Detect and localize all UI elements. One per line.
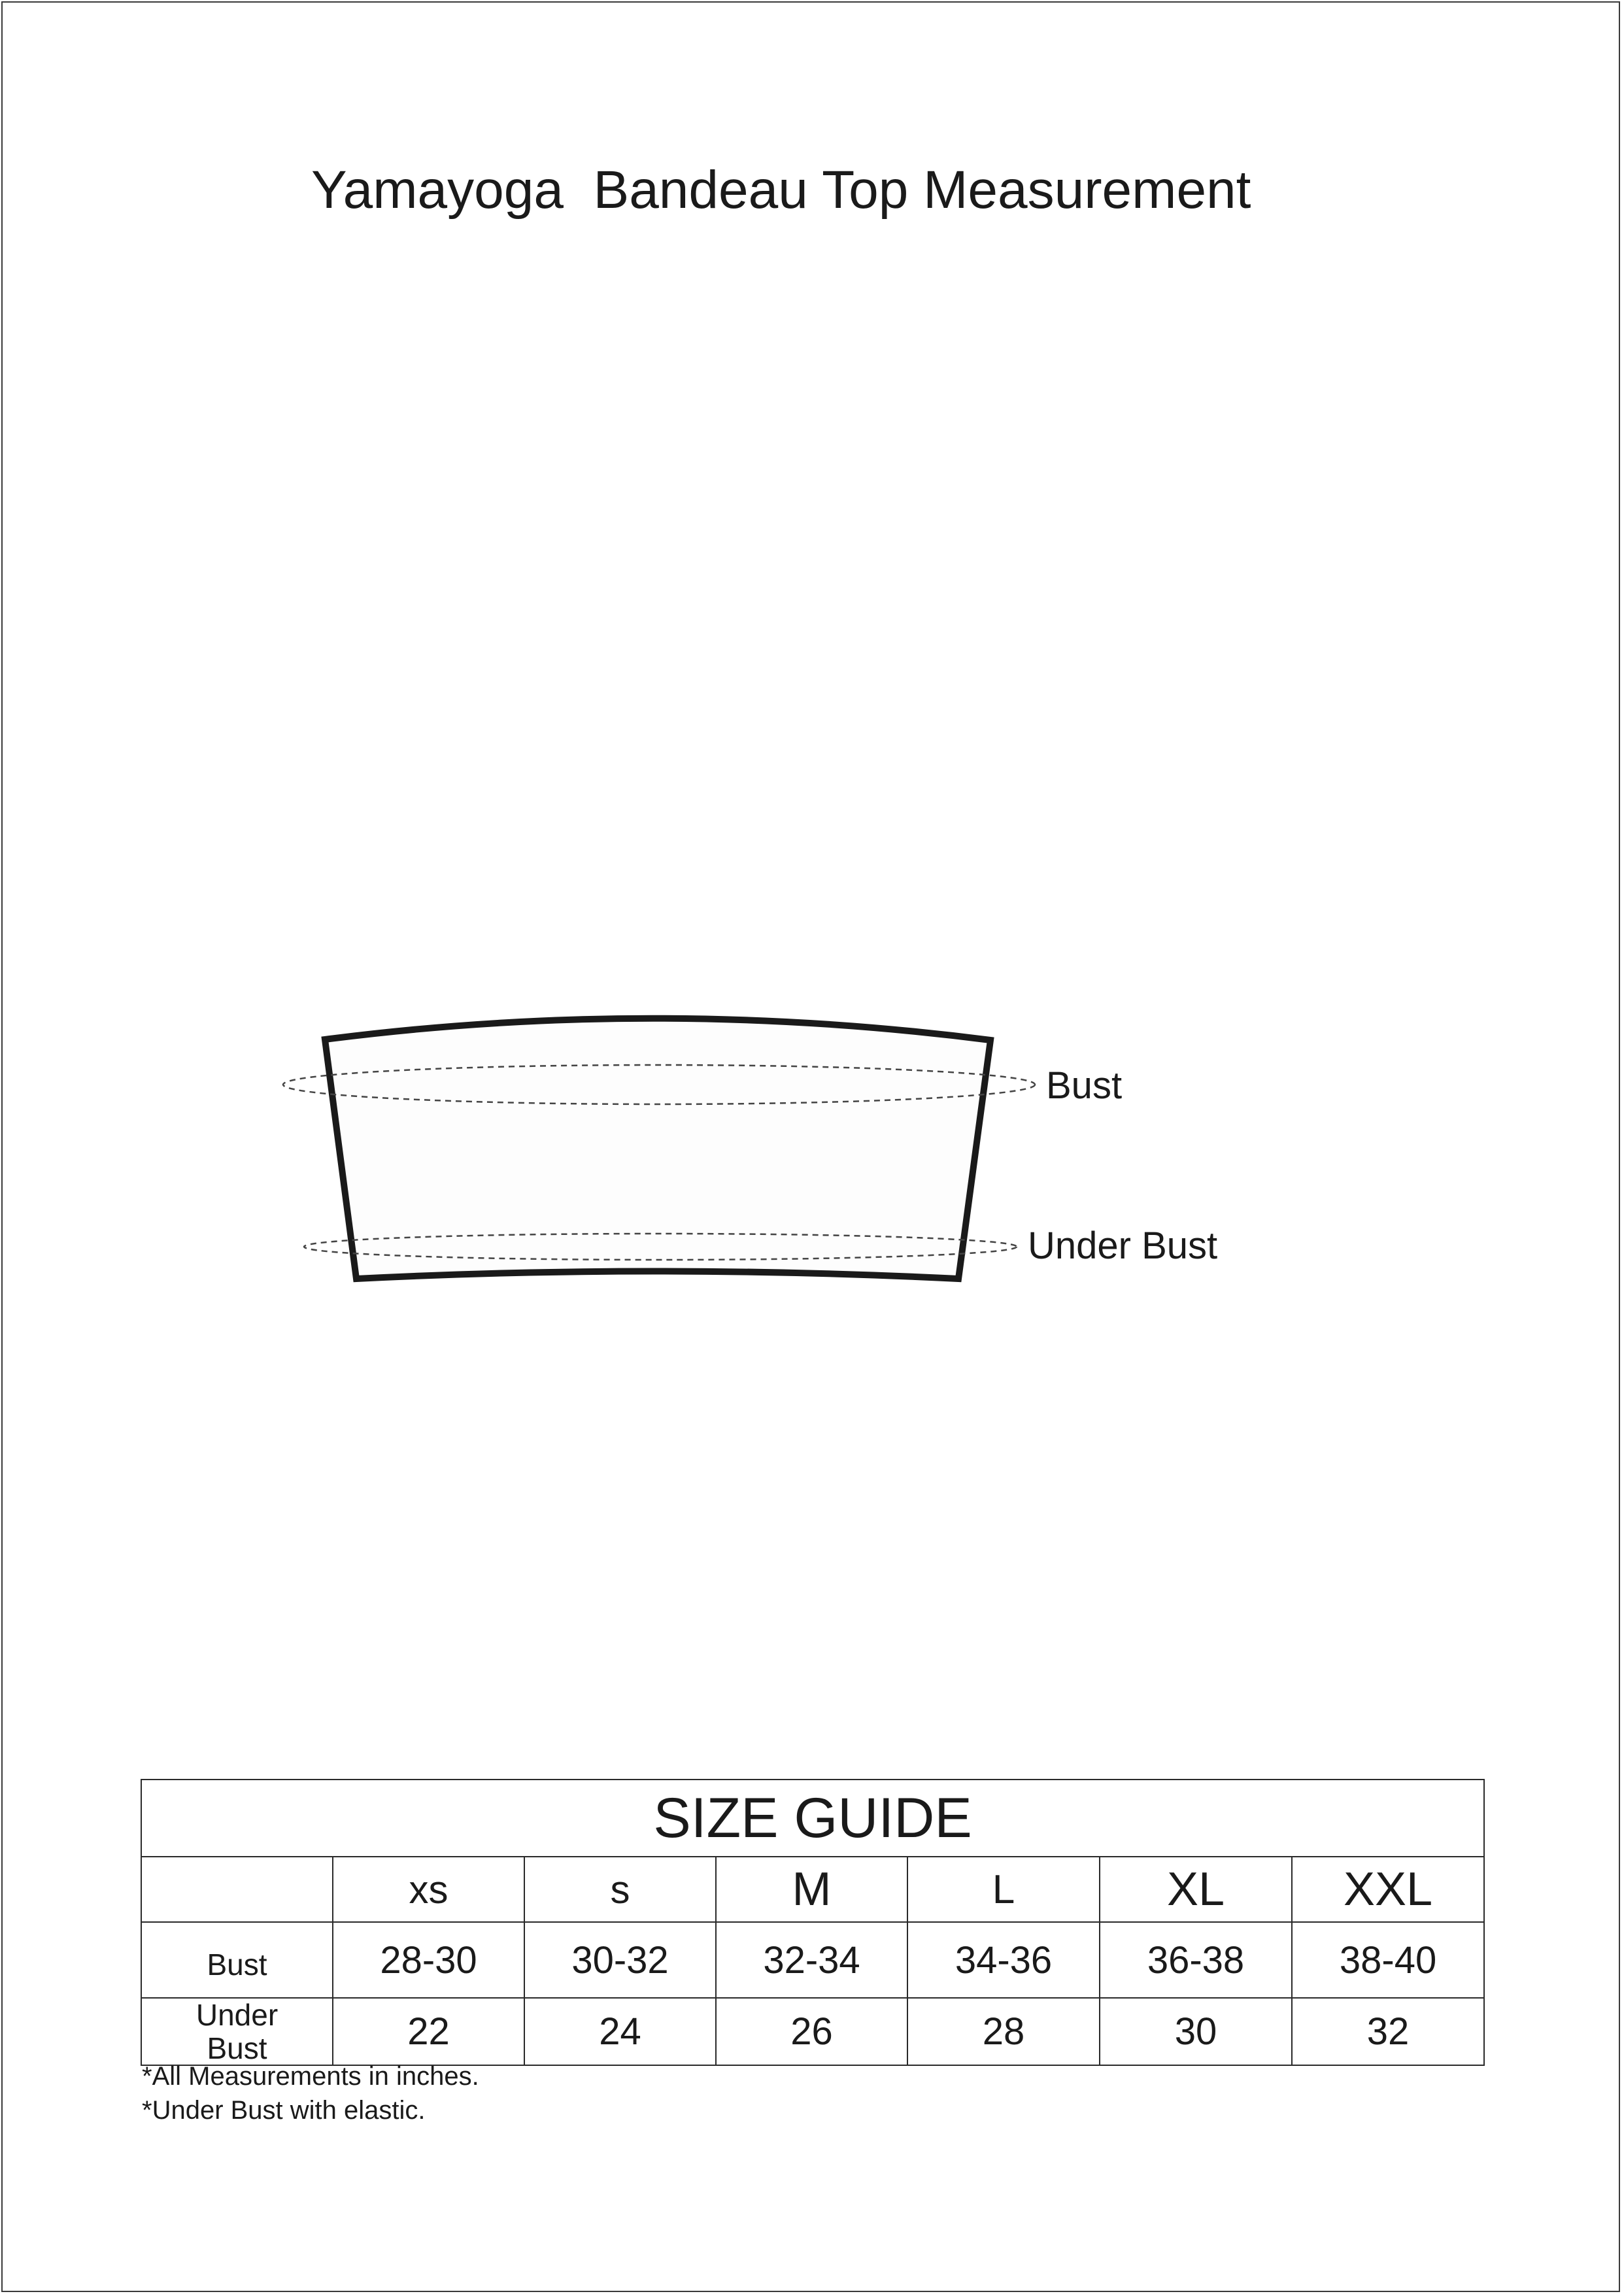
header-corner <box>141 1857 333 1922</box>
under-bust-label: Under Bust <box>1028 1224 1218 1267</box>
size-header-cell: xs <box>333 1857 524 1922</box>
size-header-cell: XXL <box>1292 1857 1484 1922</box>
size-header-cell: XL <box>1100 1857 1292 1922</box>
bust-value: 38-40 <box>1292 1922 1484 1998</box>
bust-value: 34-36 <box>907 1922 1100 1998</box>
note-units: *All Measurements in inches. <box>142 2062 479 2091</box>
bust-value: 28-30 <box>333 1922 524 1998</box>
size-header-cell: L <box>907 1857 1100 1922</box>
under-bust-value: 24 <box>524 1998 716 2065</box>
table-row <box>141 1922 1484 1998</box>
under-bust-value: 22 <box>333 1998 524 2065</box>
size-header-row <box>141 1857 1484 1922</box>
row-label-under-bust <box>141 1998 333 2065</box>
size-guide-title: SIZE GUIDE <box>141 1780 1484 1857</box>
row-label-under-bust-text: Under Bust <box>195 1998 279 2065</box>
table-row <box>141 1998 1484 2065</box>
page-title: Yamayoga Bandeau Top Measurement <box>311 160 1251 220</box>
bust-value: 36-38 <box>1100 1922 1292 1998</box>
under-bust-value: 32 <box>1292 1998 1484 2065</box>
size-header-cell: M <box>716 1857 907 1922</box>
row-label-bust: Bust <box>141 1922 333 1998</box>
measurement-notes <box>142 2059 479 2127</box>
bust-value: 32-34 <box>716 1922 907 1998</box>
under-bust-value: 30 <box>1100 1998 1292 2065</box>
size-header-cell: s <box>524 1857 716 1922</box>
bust-label: Bust <box>1046 1064 1123 1107</box>
bandeau-outline <box>325 1019 990 1279</box>
note-elastic: *Under Bust with elastic. <box>142 2096 426 2125</box>
under-bust-value: 26 <box>716 1998 907 2065</box>
under-bust-value: 28 <box>907 1998 1100 2065</box>
size-guide-table <box>141 1779 1485 2066</box>
bust-value: 30-32 <box>524 1922 716 1998</box>
